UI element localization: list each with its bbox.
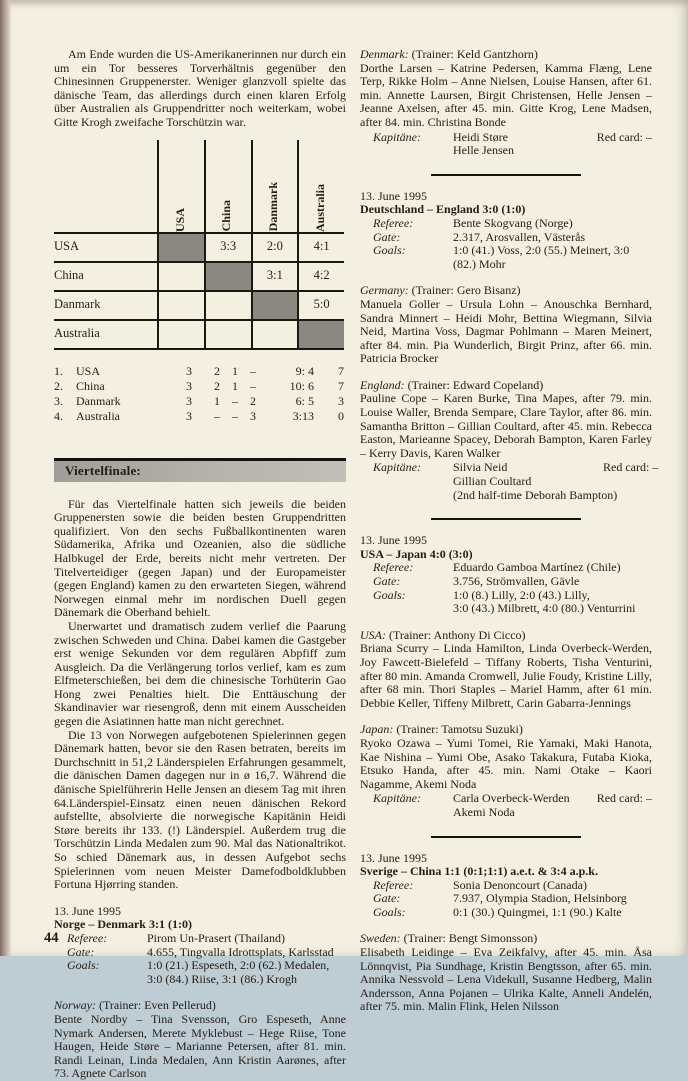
trainer: (Trainer: Even Pellerud) <box>96 998 216 1013</box>
page-number: 44 <box>44 930 59 946</box>
referee-value: Sonia Denoncourt (Canada) <box>453 877 587 892</box>
trainer: (Trainer: Keld Gantzhorn) <box>408 47 538 61</box>
gate-value: 7.937, Olympia Stadion, Helsinborg <box>453 891 627 906</box>
players-list: Bente Nordby – Tina Svensson, Gro Espeseth, Anne Nymark Andersen, Merete Myklebust – Hege Riise, Tone Haugen, Heide Støre – Marianne Petersen, after 81. min. Randi Leinan, Linda Medalen, Ann Kristin Aarønes, after 73. Agnete Carlson <box>54 1011 346 1081</box>
col-header-usa: USA <box>172 207 187 232</box>
diagonal-cell <box>204 263 251 290</box>
match-date: 13. June 1995 <box>54 903 121 918</box>
red-card: Red card: – <box>603 460 659 475</box>
team-block-sweden <box>360 932 652 1014</box>
kapitaene-label: Kapitäne: <box>373 129 421 144</box>
referee-value: Bente Skogvang (Norge) <box>453 215 573 230</box>
captains: Carla Overbeck-Werden Akemi Noda <box>453 791 570 819</box>
players-list: Ryoko Ozawa – Yumi Tomei, Rie Yamaki, Maki Hanota, Kae Nishina – Yumi Obe, Asako Takakura, Futaba Kioka, Etsuko Handa, after 45. min. Nami Otake – Kaori Nagamme, Akemi Noda <box>360 735 652 791</box>
match-report-usa-japan <box>360 534 652 819</box>
goals-value: 1:0 (41.) Voss, 2:0 (55.) Meinert, 3:0 (82.) Mohr <box>453 243 630 271</box>
section-divider <box>431 836 581 838</box>
paragraph: Die 13 von Norwegen aufgebotenen Spielerinnen gegen Dänemark hatten, bevor sie den Rasen betraten, bereits im Durchschnitt in 51,2 Länderspielen Erfahrungen gesammelt, die dänischen Damen dagegen nur in ø 16,7. Während die dänische Spielführerin Helle Jensen an diesem Tag mit ihren 64.Länderspiel-Einsatz einen neuen dänischen Rekord aufstellte, absolvierte die norwegische Kapitänin Heidi Støre bereits ihr 133. (!) Länderspiel. Außerdem trug die Torschützin Linda Medalen zum 90. Mal das Nationaltrikot. So schied Dänemark aus, in dessen Aufgebot sechs Spielerinnen vom neuen Meister Damefodboldklubben Fortuna Hjørring standen. <box>54 727 346 892</box>
diagonal-cell <box>251 292 298 319</box>
match-title: USA – Japan 4:0 (3:0) <box>360 546 473 561</box>
team-label: Denmark: <box>360 47 409 61</box>
diagonal-cell <box>157 234 204 261</box>
team-label: England: <box>360 377 405 392</box>
paragraph: Für das Viertelfinale hatten sich jeweils die beiden Gruppenersten sowie die beiden besten Gruppendritten qualifiziert. Von den sechs Fußballkontinenten waren Südamerika, Afrika und Ozeanien, also die südliche Halbkugel der Erde, bereits nicht mehr vertreten. Der Titelverteidiger (gegen Japan) und der Europameister (gegen England) kamen zu den erwarteten Siegen, während Norwegen einmal mehr im nordischen Duell gegen Dänemark die Oberhand behielt. <box>54 496 346 620</box>
goals-label: Goals: <box>373 243 406 258</box>
trainer: (Trainer: Gero Bisanz) <box>408 283 521 298</box>
team-label: Germany: <box>360 283 409 298</box>
diagonal-cell <box>297 321 344 348</box>
team-label: Norway: <box>54 998 96 1013</box>
match-title: Norge – Denmark 3:1 (1:0) <box>54 917 192 932</box>
section-title: Viertelfinale: <box>65 463 141 479</box>
team-block-denmark <box>360 48 652 158</box>
col-header-australia: Australia <box>312 183 327 232</box>
col-header-china: China <box>219 200 234 232</box>
trainer: (Trainer: Anthony Di Cicco) <box>386 627 526 642</box>
gate-value: 2.317, Arosvallen, Västerås <box>453 229 586 244</box>
gate-value: 4.655, Tingvalla Idrottsplats, Karlsstad <box>147 944 334 959</box>
goals-label: Goals: <box>373 587 406 602</box>
referee-value: Pirom Un-Prasert (Thailand) <box>147 930 285 945</box>
team-label: USA: <box>360 627 386 642</box>
section-divider <box>431 518 581 520</box>
goals-label: Goals: <box>373 904 406 919</box>
players-list: Manuela Goller – Ursula Lohn – Anouschka Bernhard, Sandra Minnert – Heidi Mohr, Bettina Wiegmann, Silvia Neid, Martina Voss, Dagmar Pohlmann – Maren Meinert, after 84. min. Pia Wunderlich, Birgit Prinz, after 66. min. Patricia Brocker <box>360 296 652 366</box>
paragraph: Unerwartet und dramatisch zudem verlief die Paarung zwischen Schweden und China. Dabei kamen die Gastgeber erst wenige Sekunden vor dem regulären Abpfiff zum Ausgleich. Da die Verlängerung torlos verlief, kam es zum Elfmeterschießen, bei dem die chinesische Torhüterin Gao Hong zwei Penalties hielt. Die Enttäuschung der Skandinavier war riesengroß, denn mit einem Ausscheiden gegen die Asiatinnen hatte man nicht gerechnet. <box>54 618 346 729</box>
goals-value: 1:0 (8.) Lilly, 2:0 (43.) Lilly, 3:0 (43.) Milbrett, 4:0 (80.) Venturrini <box>453 587 636 616</box>
match-date: 13. June 1995 <box>360 850 427 865</box>
section-header-viertelfinale <box>54 458 346 482</box>
gate-label: Gate: <box>373 891 401 906</box>
cross-table-header <box>54 140 344 232</box>
table-row: Danmark 5:0 <box>54 290 344 319</box>
players-list: Elisabeth Leidinge – Eva Zeikfalvy, after 45. min. Åsa Lönnqvist, Pia Sundhage, Kristin Bengtsson, after 65. min. Annika Nessvold – Lena Videkull, Susanne Hedberg, Malin Andersson, Anna Pojanen – Ulrika Kalte, Anneli Andelén, after 75. min. Malin Flink, Helen Nilsson <box>360 945 652 1014</box>
gate-label: Gate: <box>373 574 401 588</box>
players-list: Dorthe Larsen – Katrine Pedersen, Kamma Flæng, Lene Terp, Rikke Holm – Anne Nielsen, Louise Hansen, after 61. min. Annette Laursen, Birgit Christensen, Helle Jensen – Jeanne Axelsen, after 45. min. Gitte Krog, Lene Madsen, after 84. min. Christina Bonde <box>360 60 652 129</box>
match-date: 13. June 1995 <box>360 188 427 203</box>
captains: Silvia Neid Gillian Coultard (2nd half-time Deborah Bampton) <box>453 460 618 502</box>
referee-label: Referee: <box>373 877 414 892</box>
team-block-japan <box>360 723 652 819</box>
col-header-danmark: Danmark <box>266 182 281 232</box>
players-list: Briana Scurry – Linda Hamilton, Linda Overbeck-Werden, Joy Fawcett-Bielefeld – Tiffany Roberts, Tisha Venturini, after 80 min. Amanda Cromwell, Julie Foudy, Kristine Lilly, after 68 min. Thori Staples – Mariel Hamm, after 61 min. Debbie Keller, Tiffeny Milbrett, Carin Gabarra-Jennings <box>360 641 652 710</box>
left-column <box>54 48 346 1081</box>
red-card: Red card: – <box>596 129 652 144</box>
match-report-sverige-china <box>360 852 652 1015</box>
standings-row: 1. USA 3 2 1 – 9: 4 7 <box>54 363 344 378</box>
standings-row: 4. Australia 3 – – 3 3:13 0 <box>54 408 344 423</box>
team-label: Sweden: <box>360 931 401 946</box>
team-block-norway <box>54 999 346 1081</box>
referee-label: Referee: <box>373 560 414 575</box>
team-block-usa <box>360 629 652 711</box>
kapitaene-label: Kapitäne: <box>373 791 421 806</box>
team-label: Japan: <box>360 722 394 737</box>
group-cross-table <box>54 140 344 350</box>
gate-label: Gate: <box>373 229 401 244</box>
captains: Heidi Støre Helle Jensen <box>453 129 514 158</box>
group-standings <box>54 364 344 424</box>
table-row: China 3:1 4:2 <box>54 261 344 290</box>
referee-label: Referee: <box>67 930 108 945</box>
trainer: (Trainer: Tamotsu Suzuki) <box>393 722 523 737</box>
match-title: Deutschland – England 3:0 (1:0) <box>360 202 526 217</box>
trainer: (Trainer: Bengt Simonsson) <box>400 931 538 946</box>
red-card: Red card: – <box>596 791 652 806</box>
match-date: 13. June 1995 <box>360 533 427 548</box>
team-block-germany <box>360 284 652 366</box>
standings-row: 2. China 3 2 1 – 10: 6 7 <box>54 378 344 393</box>
table-row: USA 3:3 2:0 4:1 <box>54 232 344 261</box>
referee-value: Eduardo Gamboa Martínez (Chile) <box>453 560 621 575</box>
intro-paragraph: Am Ende wurden die US-Amerikanerinnen nur durch ein um ein Tor besseres Torverhältnis gegenüber den Chinesinnen Gruppenerster. Weniger glanzvoll spielte das dänische Team, das allerdings durch einen klaren Erfolg über Australien als Gruppendritter noch weiterkam, wobei Gitte Krogh zweifache Torschützin war. <box>54 47 346 129</box>
standings-row: 3. Danmark 3 1 – 2 6: 5 3 <box>54 393 344 408</box>
book-spine-shadow <box>0 0 12 956</box>
referee-label: Referee: <box>373 215 414 230</box>
goals-label: Goals: <box>67 958 100 973</box>
players-list: Pauline Cope – Karen Burke, Tina Mapes, after 79. min. Louise Waller, Brenda Sempare, Clare Taylor, after 86. min. Samantha Britton – Gillian Coultard, after 45. min. Rebecca Easton, Marieanne Spacey, Deborah Bampton, Karen Farley – Kerry Davis, Karen Walker <box>360 391 652 460</box>
right-column <box>360 47 659 1014</box>
team-block-england <box>360 377 659 502</box>
section-divider <box>431 174 581 176</box>
trainer: (Trainer: Edward Copeland) <box>404 377 544 392</box>
gate-label: Gate: <box>67 944 95 959</box>
goals-value: 1:0 (21.) Espeseth, 2:0 (62.) Medalen, 3:0 (84.) Riise, 3:1 (86.) Krogh <box>147 958 330 986</box>
match-report-norge-denmark <box>54 905 346 987</box>
kapitaene-label: Kapitäne: <box>373 460 421 475</box>
gate-value: 3.756, Strömvallen, Gävle <box>453 574 580 588</box>
goals-value: 0:1 (30.) Quingmei, 1:1 (90.) Kalte <box>453 904 622 919</box>
match-title: Sverige – China 1:1 (0:1;1:1) a.e.t. & 3:4 a.p.k. <box>360 864 598 879</box>
table-row: Australia <box>54 319 344 350</box>
match-report-deutschland-england <box>360 188 659 502</box>
